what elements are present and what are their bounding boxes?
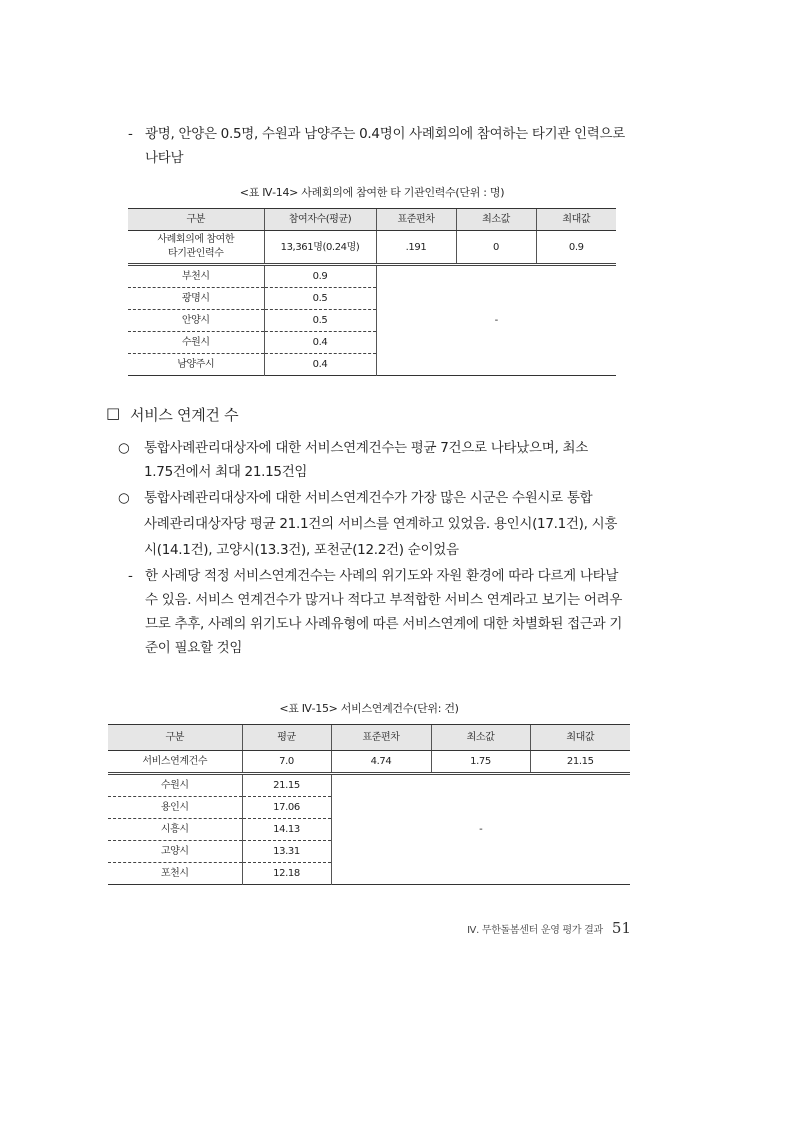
table2-main-min: 1.75 — [431, 751, 530, 774]
table1-main-label-line1: 사례회의에 참여한 — [157, 234, 235, 245]
table2-row-name: 수원시 — [108, 774, 242, 797]
table1-row-value: 0.9 — [264, 265, 376, 288]
table2-header-avg: 평균 — [242, 725, 331, 751]
table1-row-value: 0.5 — [264, 288, 376, 310]
bullet2-line-3: 시(14.1건), 고양시(13.3건), 포천군(12.2건) 순이었음 — [144, 542, 459, 558]
table1-row-name: 남양주시 — [177, 359, 215, 370]
table1-row-name: 수원시 — [128, 332, 264, 354]
intro-line-2: 나타남 — [145, 150, 184, 166]
bullet-circle-icon: ○ — [118, 440, 130, 456]
table2-dash-cell: - — [331, 774, 630, 885]
table1 — [128, 208, 616, 376]
bullet2-line-2: 사례관리대상자당 평균 21.1건의 서비스를 연계하고 있었음. 용인시(17.1건), 시흥 — [144, 516, 618, 532]
table1-main-avg: 13,361명(0.24명) — [264, 231, 376, 265]
table1-header-category: 구분 — [128, 209, 264, 231]
table1-header-avg: 참여자수(평균) — [264, 209, 376, 231]
table1-main-sd: .191 — [376, 231, 456, 265]
bullet1-line-2: 1.75건에서 최대 21.15건임 — [144, 464, 308, 480]
table2-row-value: 13.31 — [242, 841, 331, 863]
table2-header-sd: 표준편차 — [331, 725, 431, 751]
table1-main-max: 0.9 — [536, 231, 616, 265]
table1-main-row — [128, 231, 616, 265]
table1-row-value: 0.5 — [264, 310, 376, 332]
footer-chapter: Ⅳ. 무한돌봄센터 운영 평가 결과 — [467, 925, 603, 936]
table2-header-category: 구분 — [108, 725, 242, 751]
table2-header-row — [108, 725, 630, 751]
table2-row-name: 포천시 — [160, 868, 189, 879]
bullet2-line-1: 통합사례관리대상자에 대한 서비스연계건수가 가장 많은 시군은 수원시로 통합 — [144, 490, 593, 506]
table1-row-value: 0.4 — [264, 332, 376, 354]
table2-row-value: 21.15 — [242, 774, 331, 797]
table1-main-label-line2: 타기관인력수 — [167, 248, 224, 259]
table1-header-row — [128, 209, 616, 231]
table1-row-name: 부천시 — [128, 265, 264, 288]
table1-row-name: 안양시 — [128, 310, 264, 332]
table1-caption: <표 Ⅳ-14> 사례회의에 참여한 타 기관인력수(단위 : 명) — [239, 186, 505, 199]
table-row — [128, 265, 616, 288]
intro-marker: - — [128, 126, 133, 142]
table2-row-name: 고양시 — [108, 841, 242, 863]
table1-row-value: 0.4 — [264, 354, 376, 376]
table2-main-sd: 4.74 — [331, 751, 431, 774]
sub-line-2: 수 있음. 서비스 연계건수가 많거나 적다고 부적합한 서비스 연계라고 보기는 어려우 — [145, 592, 623, 608]
table2-row-value: 12.18 — [242, 863, 331, 885]
table2-row-name: 용인시 — [108, 797, 242, 819]
table2-main-row — [108, 751, 630, 774]
table2-header-min: 최소값 — [431, 725, 530, 751]
table2 — [108, 724, 630, 885]
sub-marker: - — [128, 568, 133, 584]
table2-main-max: 21.15 — [530, 751, 630, 774]
page-footer — [467, 918, 631, 937]
sub-line-1: 한 사례당 적정 서비스연계건수는 사례의 위기도와 자원 환경에 따라 다르게 나타날 — [145, 568, 619, 584]
page-number: 51 — [611, 919, 631, 937]
table2-row-name: 시흥시 — [108, 819, 242, 841]
bullet1-line-1: 통합사례관리대상자에 대한 서비스연계건수는 평균 7건으로 나타났으며, 최소 — [144, 440, 588, 456]
table1-dash-cell: - — [376, 265, 616, 376]
table1-header-sd: 표준편차 — [376, 209, 456, 231]
table1-row-name: 광명시 — [128, 288, 264, 310]
bullet-circle-icon: ○ — [118, 490, 130, 506]
table2-main-label: 서비스연계건수 — [108, 751, 242, 774]
table2-header-max: 최대값 — [530, 725, 630, 751]
table2-row-value: 14.13 — [242, 819, 331, 841]
section-box-icon: □ — [106, 404, 120, 422]
table1-header-max: 최대값 — [536, 209, 616, 231]
table-row — [108, 774, 630, 797]
sub-line-3: 므로 추후, 사례의 위기도나 사례유형에 따른 서비스연계에 대한 차별화된 접근과 기 — [145, 616, 623, 632]
sub-line-4: 준이 필요할 것임 — [145, 640, 243, 656]
table1-main-min: 0 — [456, 231, 536, 265]
section-title: 서비스 연계건 수 — [130, 406, 239, 424]
intro-line-1: 광명, 안양은 0.5명, 수원과 남양주는 0.4명이 사례회의에 참여하는 타기관 인력으로 — [145, 126, 626, 142]
table2-main-avg: 7.0 — [242, 751, 331, 774]
table2-caption: <표 Ⅳ-15> 서비스연계건수(단위: 건) — [279, 702, 459, 715]
table1-main-label — [128, 231, 264, 265]
table1-header-min: 최소값 — [456, 209, 536, 231]
table2-row-value: 17.06 — [242, 797, 331, 819]
